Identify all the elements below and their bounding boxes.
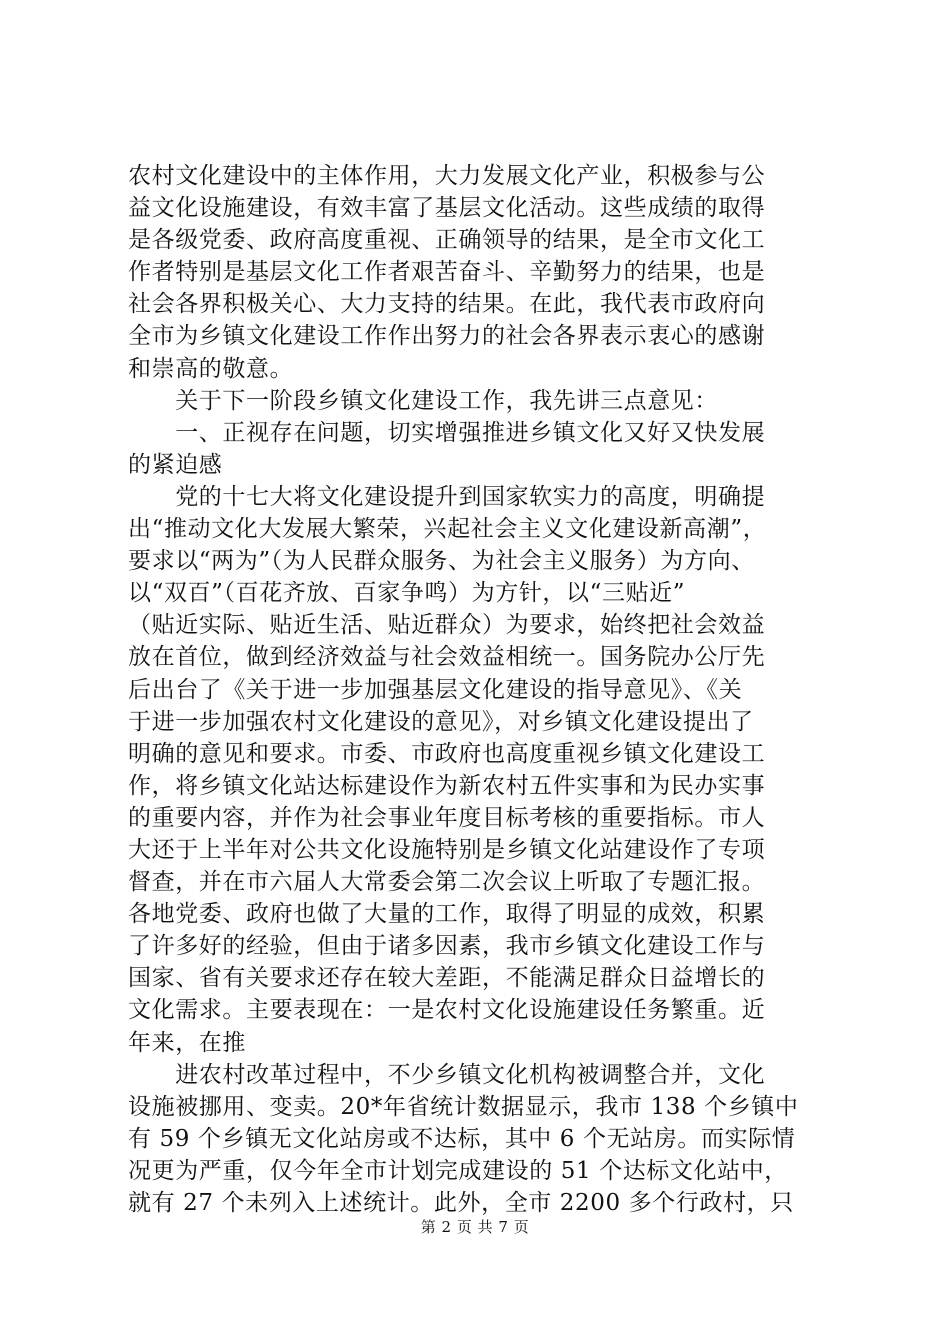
text-line: 出“推动文化大发展大繁荣，兴起社会主义文化建设新高潮”， [128, 516, 767, 543]
body-text [128, 160, 848, 1219]
text-line: 和崇高的敬意。 [128, 355, 294, 382]
text-line: 有 59 个乡镇无文化站房或不达标，其中 6 个无站房。而实际情 [128, 1125, 796, 1152]
text-line: 作，将乡镇文化站达标建设作为新农村五件实事和为民办实事 [128, 772, 766, 799]
text-line: 是各级党委、政府高度重视、正确领导的结果，是全市文化工 [128, 227, 766, 254]
text-line: 文化需求。主要表现在：一是农村文化设施建设任务繁重。近 [128, 997, 766, 1024]
text-line: 农村文化建设中的主体作用，大力发展文化产业，积极参与公 [128, 163, 766, 189]
text-line: 以“双百”（百花齐放、百家争鸣）为方针，以“三贴近” [128, 580, 686, 607]
text-line: 年来，在推 [128, 1029, 246, 1056]
section-heading-line: 一、正视存在问题，切实增强推进乡镇文化又好又快发展 [128, 419, 766, 446]
text-line: 党的十七大将文化建设提升到国家软实力的高度，明确提 [128, 483, 766, 510]
text-line: 大还于上半年对公共文化设施特别是乡镇文化站建设作了专项 [128, 836, 766, 863]
page-number-footer: 第 2 页 共 7 页 [420, 1218, 530, 1236]
text-line: 作者特别是基层文化工作者艰苦奋斗、辛勤努力的结果，也是 [128, 259, 766, 286]
text-line: 各地党委、政府也做了大量的工作，取得了明显的成效，积累 [128, 901, 766, 928]
text-line: 要求以“两为”（为人民群众服务、为社会主义服务）为方向、 [128, 548, 755, 575]
text-line: 况更为严重，仅今年全市计划完成建设的 51 个达标文化站中， [128, 1157, 788, 1184]
text-line: 了许多好的经验，但由于诸多因素，我市乡镇文化建设工作与 [128, 933, 766, 960]
text-line: 国家、省有关要求还存在较大差距，不能满足群众日益增长的 [128, 965, 766, 992]
text-line: 放在首位，做到经济效益与社会效益相统一。国务院办公厅先 [128, 644, 766, 671]
text-line: （贴近实际、贴近生活、贴近群众）为要求，始终把社会效益 [128, 612, 766, 639]
text-line: 于进一步加强农村文化建设的意见》，对乡镇文化建设提出了 [128, 708, 754, 735]
text-line: 明确的意见和要求。市委、市政府也高度重视乡镇文化建设工 [128, 740, 766, 767]
text-line: 社会各界积极关心、大力支持的结果。在此，我代表市政府向 [128, 291, 766, 318]
text-line: 关于下一阶段乡镇文化建设工作，我先讲三点意见： [128, 387, 718, 414]
text-line: 进农村改革过程中，不少乡镇文化机构被调整合并，文化 [128, 1061, 766, 1088]
text-line: 后出台了《关于进一步加强基层文化建设的指导意见》、《关 [128, 676, 743, 703]
section-heading-line: 的紧迫感 [128, 451, 223, 478]
text-line: 设施被挪用、变卖。20*年省统计数据显示，我市 138 个乡镇中 [128, 1093, 799, 1120]
text-line: 益文化设施建设，有效丰富了基层文化活动。这些成绩的取得 [128, 195, 766, 222]
text-line: 督查，并在市六届人大常委会第二次会议上听取了专题汇报。 [128, 869, 766, 896]
text-line: 的重要内容，并作为社会事业年度目标考核的重要指标。市人 [128, 804, 766, 831]
text-line: 就有 27 个未列入上述统计。此外，全市 2200 多个行政村，只 [128, 1190, 794, 1216]
text-line: 全市为乡镇文化建设工作作出努力的社会各界表示衷心的感谢 [128, 323, 766, 350]
